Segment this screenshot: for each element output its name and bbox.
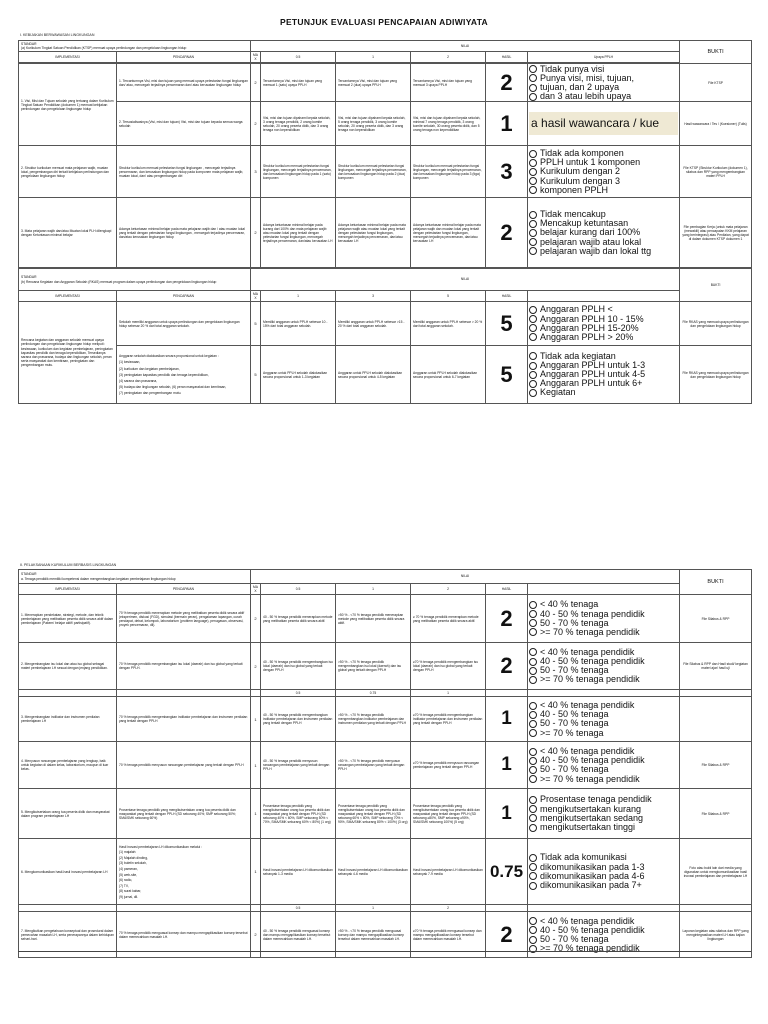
- radio-circle-icon: [529, 814, 537, 822]
- radio-circle-icon: [529, 211, 537, 219]
- radio-circle-icon: [529, 247, 537, 255]
- option-list: [528, 742, 680, 789]
- radio-option[interactable]: dan 3 atau lebih upaya: [529, 92, 678, 101]
- section-heading-2: II. PELAKSANAAN KURIKULUM BERBASIS LINGKUNGAN: [20, 563, 117, 567]
- radio-option[interactable]: Punya visi, misi, tujuan,: [529, 74, 678, 83]
- page-divider: [18, 951, 751, 952]
- radio-circle-icon: [529, 729, 537, 737]
- radio-circle-icon: [529, 220, 537, 228]
- radio-option[interactable]: mengikutsertakan tinggi: [529, 823, 678, 832]
- score-value: 2: [486, 64, 528, 102]
- dropdown-selected[interactable]: a hasil wawancara / kue: [529, 112, 678, 135]
- radio-option[interactable]: dikomunikasikan pada 1-3: [529, 863, 678, 872]
- table-row: 7. Mengikutkan pengetahuan konseptual dan prosedural dalam pemecahan masalah LH, serta penerapannya dalam kehidupan sehari-hari. 70 % tenaga pendidik menguasai konsep dan mampu mengaplikasikan konsep tersebut dalam memecahkan masalah LH. 2 40 - 50 % tenaga pendidik menguasai konsep dan mampu mengaplikasikan konsep tersebut dalam memecahkan masalah LH. >50 % - <70 % tenaga pendidik menguasai konsep dan mampu mengaplikasikan konsep tersebut dalam memecahkan masalah LH. ≥70 % tenaga pendidik menguasai konsep dan mampu mengaplikasikan konsep tersebut dalam memecahkan masalah LH. 2 < 40 % tenaga pendidik 40 - 50 % tenaga pendidik 50 - 70 % tenaga >= 70 % tenaga pendidik Laporan kegiatan atau silabus dan RPP yang mengintegrasikan materi LH atau kajian lingkungan: [19, 912, 752, 958]
- radio-circle-icon: [529, 389, 537, 397]
- score-value: 1: [486, 789, 528, 839]
- radio-option[interactable]: 50 - 70 % tenaga: [529, 666, 678, 675]
- table-row: 3. Mengembangkan indikator dan instrumen penilaian pembelajaran LH 70 % tenaga pendidik mengembangkan indikator pembelajaran dan instrumen penilaian yang terkait dengan PPLH 1 40 - 50 % tenaga pendidik mengembangkan indikator pembelajaran dan instrumen penilaian yang terkait dengan PPLH >50 % - <70 % tenaga pendidik mengembangkan indikator pembelajaran dan instrumen penilaian yang terkait dengan PPLH ≥70 % tenaga pendidik mengembangkan indikator pembelajaran dan instrumen penilaian yang terkait dengan PPLH 1 < 40 % tenaga pendidik 40 - 50 % tenaga 50 - 70 % tenaga >= 70 % tenaga: [19, 697, 752, 742]
- radio-option[interactable]: Anggaran PPLH 15-20%: [529, 324, 678, 333]
- radio-circle-icon: [529, 333, 537, 341]
- table-row: 3. Mata pelajaran wajib dan/atau Muatan lokal PLH dilengkapi dengan Ketuntasan minimal belajar Adanya ketuntasan minimal belajar pada mata pelajaran wajib dan / atau muatan lokal yang terkait dengan pelestarian fungsi lingkungan , mencegah terjadinya pencemaran, dan/atau kerusakan lingkungan hidup 2 Adanya ketuntasan minimal belajar pada kurang dari 100% dan mata pelajaran wajib atau muatan lokal yang terkait dengan pelestarian fungsi lingkungan, mencegah terjadinya pencemaran, dan/atau kerusakan LH Adanya ketuntasan minimal belajar pada mata pelajaran wajib atau muatan lokal yang terkait dengan pelestarian fungsi lingkungan, mencegah terjadinya pencemaran, dan/atau kerusakan LH Adanya ketuntasan minimal belajar pada mata pelajaran wajib dan muatan lokal yang terkait dengan pelestarian fungsi lingkungan, mencegah terjadinya pencemaran, dan/atau kerusakan LH 2 Tidak mencakup Mencakup ketuntasan belajar kurang dari 100% pelajaran wajib atau lokal pelajaran wajib dan lokal ttg File pembagian Kerja (untuk mata pelajaran (mewakili) atau pencapaian KKM pelajaran yang berintegrasi) atau Penilaian, yang dapat di dalam dokumen KTSP dokumen 1: [19, 198, 752, 268]
- option-list: [528, 697, 680, 742]
- option-list: [528, 64, 680, 102]
- radio-circle-icon: [529, 74, 537, 82]
- radio-circle-icon: [529, 917, 537, 925]
- table-row: 5. Mengikutsertakan orang tua peserta didik dan masyarakat dalam program pembelajaran LH Prosentase tenaga pendidik yang mengikutsertakan orang tua peserta didik dan masyarakat yang terkait dengan PPLH (SD sekurang 40%; SMP sekurang 50%; SMA/SMK sekurang 60%) 1 Prosentase tenaga pendidik yang mengikutsertakan orang tua peserta didik dan masyarakat yang terkait dengan PPLH (SD sekurang 40% < 60%, SMP sekurang 50% < 70%, SMA/SMK sekurang 60% < 80%) (1 org) Prosentase tenaga pendidik yang mengikutsertakan orang tua peserta didik dan masyarakat yang terkait dengan PPLH (SD sekurang 60% < 80%, SMP sekurang 70% < 90%, SMA/SMK sekurang 80% < 100%) (3 org) Prosentase tenaga pendidik yang mengikutsertakan orang tua peserta didik dan masyarakat yang terkait dengan PPLH (SD sekurang ≥80%, SMP sekurang ≥90%, SMA/SMK sekurang 100%) (5 org) 1 Prosentase tenaga pendidik mengikutsertakan kurang mengikutsertakan sedang mengikutsertakan tinggi File Silabus & RPP: [19, 789, 752, 839]
- table-row: 2. Mengembangkan isu lokal dan atau isu global sebagai materi pembelajaran LH sesuai dengan jenjang pendidikan. 70 % tenaga pendidik mengembangkan isu lokal (daerah) dan isu global yang terkait dengan PPLH. 2 40 - 50 % tenaga pendidik mengembangkan isu lokal (daerah) dan isu global yang terkait dengan PPLH >50 % - <70 % tenaga pendidik mengembangkan isu lokal (daerah) dan isu global yang terkait dengan PPLH ≥70 % tenaga pendidik mengembangkan isu lokal (daerah) dan isu global yang terkait dengan PPLH 2 < 40 % tenaga pendidik 40 - 50 % tenaga pendidik 50 - 70 % tenaga >= 70 % tenaga pendidik File Silabus & RPP dan Hasil studi/ kegiatan materi ajar/ hasil uji: [19, 643, 752, 690]
- radio-option[interactable]: 40 - 50 % tenaga: [529, 710, 678, 719]
- nilai-header: NILAI: [251, 269, 680, 291]
- option-list: [528, 302, 680, 346]
- radio-option[interactable]: 40 - 50 % tenaga pendidik: [529, 657, 678, 666]
- option-list: [528, 595, 680, 643]
- radio-circle-icon: [529, 371, 537, 379]
- score-value: 2: [486, 912, 528, 958]
- radio-circle-icon: [529, 306, 537, 314]
- radio-circle-icon: [529, 186, 537, 194]
- score-value: 2: [486, 643, 528, 690]
- radio-option[interactable]: dikomunikasikan pada 4-6: [529, 872, 678, 881]
- radio-option[interactable]: Tidak ada komponen: [529, 149, 678, 158]
- table-row: 2. Struktur kurikulum memuat mata pelajaran wajib, muatan lokal, pengembangan diri terkait kebijakan perlindungan dan pengelolaan lingkungan hidup Struktur kurikulum memuat pelestarian fungsi lingkungan , mencegah terjadinya pencemaran, dan kerusakan lingkungan hidup pada komponen mata pelajaran wajib, muatan lokal, dan/ atau pengembangan diri 3 Struktur kurikulum memuat pelestarian fungsi lingkungan, mencegah terjadinya pencemaran, dan kerusakan lingkungan hidup pada 1 (satu) komponen Struktur kurikulum memuat pelestarian fungsi lingkungan, mencegah terjadinya pencemaran, dan kerusakan lingkungan hidup pada 2 (dua) komponen Struktur kurikulum memuat pelestarian fungsi lingkungan, mencegah terjadinya pencemaran, dan kerusakan lingkungan hidup pada 3 (tiga) komponen 3 Tidak ada komponen PPLH untuk 1 komponen Kurikulum dengan 2 Kurikulum dengan 3 komponen PPLH File KTSP (Struktur Kurikulum (dokumen 1), silabus dan RPP yang mengembangkan materi PPLH: [19, 146, 752, 198]
- table-section1b: STANDAR (b) Rencana Kegiatan dan Anggaran Sekolah (RKAS) memuat program dalam upaya perlindungan dan pengelolaan lingkungan hidup NILAI BUKTI IMPLEMENTASI PENCAPAIAN MAX 1 3 5 HASIL Rencana kegiatan dan anggaran sekolah memuat upaya perlindungan dan pengelolaan lingkungan hidup meliputi : kesiswaan, kurikulum dan kegiatan pembelajaran, peningkatan kapasitas pendidik dan tenaga kependidikan, Tersedianya sarana dan prasarana, budaya dan lingkungan sekolah, peran serta masyarakat dan kemitraan, peningkatan dan pengembangan mutu. Sekolah memiliki anggaran untuk upaya perlindungan dan pengelolaan lingkungan hidup sebesar 20 % dari total anggaran sekolah. 5 Memiliki anggaran untuk PPLH sebesar 10 - 15% dari total anggaran sekolah. Memiliki anggaran untuk PPLH sebesar >15 - 20 % dari total anggaran sekolah. Memiliki anggaran untuk PPLH sebesar > 20 % dari total anggaran sekolah. 5 Anggaran PPLH < Anggaran PPLH 10 - 15% Anggaran PPLH 15-20% Anggaran PPLH > 20% File RKAS yang memuat upaya perlindungan dan pengelolaan lingkungan hidup Anggaran sekolah dialokasikan secara proporsional untuk kegiatan : (1) kesiswaan, (2) kurikulum dan kegiatan pembelajaran, (3) peningkatan kapasitas pendidik dan tenaga kependidikan, (4) sarana dan prasarana, (5) budaya dan lingkungan sekolah, (6) peran masyarakat dan kemitraan, (7) peningkatan dan pengembangan mutu. 5 Anggaran untuk PPLH sekolah dialokasikan secara proporsional untuk 1-3 kegiatan Anggaran untuk PPLH sekolah dialokasikan secara proporsional untuk 4-5 kegiatan Anggaran untuk PPLH sekolah dialokasikan secara proporsional untuk 6-7 kegiatan 5 Tidak ada kegiatan Anggaran PPLH untuk 1-3 Anggaran PPLH untuk 4-5 Anggaran PPLH untuk 6+ Kegiatan File RKAS yang memuat upaya perlindungan dan pengelolaan lingkungan hidup: [18, 268, 752, 404]
- radio-option[interactable]: mengikutsertakan kurang: [529, 805, 678, 814]
- radio-option[interactable]: Tidak ada komunikasi: [529, 853, 678, 862]
- radio-option[interactable]: Tidak ada kegiatan: [529, 352, 678, 361]
- radio-circle-icon: [529, 702, 537, 710]
- radio-option[interactable]: 50 - 70 % tenaga: [529, 765, 678, 774]
- score-value: 2: [486, 595, 528, 643]
- radio-circle-icon: [529, 84, 537, 92]
- radio-circle-icon: [529, 65, 537, 73]
- radio-circle-icon: [529, 362, 537, 370]
- radio-option[interactable]: < 40 % tenaga pendidik: [529, 648, 678, 657]
- table-row: 6. Mengkomunikasikan hasil-hasil inovasi pembelajaran LH Hasil inovasi pembelajaran LH dikomunikasikan melalui : (1) majalah (2) Majalah dinding, (3) buletin sekolah, (4) pameran, (5) web-site, (6) radio, (7) TV, (8) surat kabar, (9) jurnal, dll. 1 Hasil inovasi pembelajaran LH dikomunikasikan sebanyak 1-3 media Hasil inovasi pembelajaran LH dikomunikasikan sebanyak 4-6 media Hasil inovasi pembelajaran LH dikomunikasikan sebanyak 7-9 media 0.75 Tidak ada komunikasi dikomunikasikan pada 1-3 dikomunikasikan pada 4-6 dikomunikasikan pada 7+ Foto atau bukti lain dari media yang digunakan untuk mengkomunikasikan hasil inovasi pembelajaran dan pembelajaran LH: [19, 839, 752, 905]
- bukti-header: BUKTI: [680, 41, 752, 64]
- radio-option[interactable]: Prosentase tenaga pendidik: [529, 795, 678, 804]
- radio-circle-icon: [529, 796, 537, 804]
- radio-circle-icon: [529, 168, 537, 176]
- table-row: 2. Tersosialisasinya (Visi, misi dan tujuan) Visi, misi dan tujuan kepada semua warga sekolah 2 Visi, misi dan tujuan dipahami kepala sekolah, 3 orang tenaga pendidik, 2 orang komite sekolah, 20 orang peserta didik, dan 3 orang tenaga non kependidikan Visi, misi dan tujuan dipahami kepala sekolah, 5 orang tenaga pendidik, 3 orang komite sekolah, 20 orang peserta didik, dan 3 orang tenaga non kependidikan Visi, misi dan tujuan dipahami kepala sekolah, minimal 7 orang tenaga pendidik, 3 orang komite sekolah, 30 orang peserta didik, dan 5 orang tenaga non kependidikan 1 a hasil wawancara / kue Hasil wawancara / Tes / (Kuesioner) (Tulis): [19, 102, 752, 146]
- radio-option[interactable]: belajar kurang dari 100%: [529, 228, 678, 237]
- standar-cell: STANDAR (b) Rencana Kegiatan dan Anggaran Sekolah (RKAS) memuat program dalam upaya perlindungan dan pengelolaan lingkungan hidup: [19, 269, 251, 291]
- option-list: [528, 346, 680, 404]
- score-value: 1: [486, 697, 528, 742]
- radio-option[interactable]: Mencakup ketuntasan: [529, 219, 678, 228]
- radio-circle-icon: [529, 872, 537, 880]
- radio-circle-icon: [529, 315, 537, 323]
- bukti-header: BUKTI: [680, 269, 752, 302]
- radio-option[interactable]: 40 - 50 % tenaga pendidik: [529, 610, 678, 619]
- standar-cell: STANDAR a. Tenaga pendidik memiliki kompetensi dalam mengembangkan kegiatan pembelajaran lingkungan hidup: [19, 570, 251, 584]
- radio-circle-icon: [529, 676, 537, 684]
- radio-circle-icon: [529, 93, 537, 101]
- radio-circle-icon: [529, 766, 537, 774]
- table-section2: STANDAR a. Tenaga pendidik memiliki kompetensi dalam mengembangkan kegiatan pembelajaran lingkungan hidup NILAI BUKTI IMPLEMENTASI PENCAPAIAN MAX 0.5 1 2 HASIL 1. Menerapkan pendekatan, strategi, metode, dan teknik pembelajaran yang melibatkan peserta didik secara aktif dalam pembelajaran (Pakem/ belajar aktif/ partisipatif). 70 % tenaga pendidik menerapkan metode yang melibatkan peserta didik secara aktif (eksperimen, diskusi (FGD), simulasi (bermain peran), pengalaman lapangan, curah pendapat, debat, kelompok, laboratorium (problem language), penugasan, observasi, proyek pencemaran, dll). 2 40 - 50 % tenaga pendidik menerapkan metode yang melibatkan peserta didik secara aktif. >50 % - <70 % tenaga pendidik menerapkan metode yang melibatkan peserta didik secara aktif. ≥ 70 % tenaga pendidik menerapkan metode yang melibatkan peserta didik secara aktif. 2 < 40 % tenaga 40 - 50 % tenaga pendidik 50 - 70 % tenaga >= 70 % tenaga pendidik File Silabus & RPP 2. Mengembangkan isu lokal dan atau isu global sebagai materi pembelajaran LH sesuai dengan jenjang pendidikan. 70 % tenaga pendidik mengembangkan isu lokal (daerah) dan isu global yang terkait dengan PPLH. 2 40 - 50 % tenaga pendidik mengembangkan isu lokal (daerah) dan isu global yang terkait dengan PPLH >50 % - <70 % tenaga pendidik mengembangkan isu lokal (daerah) dan isu global yang terkait dengan PPLH ≥70 % tenaga pendidik mengembangkan isu lokal (daerah) dan isu global yang terkait dengan PPLH 2 < 40 % tenaga pendidik 40 - 50 % tenaga pendidik 50 - 70 % tenaga >= 70 % tenaga pendidik File Silabus & RPP dan Hasil studi/ kegiatan materi ajar/ hasil uji 0.5 0.75 1 3. Mengembangkan indikator dan instrumen penilaian pembelajaran LH 70 % tenaga pendidik mengembangkan indikator pembelajaran dan instrumen penilaian yang terkait dengan PPLH 1 40 - 50 % tenaga pendidik mengembangkan indikator pembelajaran dan instrumen penilaian yang terkait dengan PPLH >50 % - <70 % tenaga pendidik mengembangkan indikator pembelajaran dan instrumen penilaian yang terkait dengan PPLH ≥70 % tenaga pendidik mengembangkan indikator pembelajaran dan instrumen penilaian yang terkait dengan PPLH 1 < 40 % tenaga pendidik 40 - 50 % tenaga 50 - 70 % tenaga >= 70 % tenaga 4. Menyusun rancangan pembelajaran yang lengkap, baik untuk kegiatan di dalam kelas, laboratorium, maupun di luar kelas. 70 % tenaga pendidik menyusun rancangan pembelajaran yang terkait dengan PPLH 1 40 - 50 % tenaga pendidik menyusun rancangan pembelajaran yang terkait dengan PPLH >50 % - <70 % tenaga pendidik menyusun rancangan pembelajaran yang terkait dengan PPLH ≥70 % tenaga pendidik menyusun rancangan pembelajaran yang terkait dengan PPLH 1 < 40 % tenaga pendidik 40 - 50 % tenaga pendidik 50 - 70 % tenaga >= 70 % tenaga pendidik File Silabus & RPP 5. Mengikutsertakan orang tua peserta didik dan masyarakat dalam program pembelajaran LH Prosentase tenaga pendidik yang mengikutsertakan orang tua peserta didik dan masyarakat yang terkait dengan PPLH (SD sekurang 40%; SMP sekurang 50%; SMA/SMK sekurang 60%) 1 Prosentase tenaga pendidik yang mengikutsertakan orang tua peserta didik dan masyarakat yang terkait dengan PPLH (SD sekurang 40% < 60%, SMP sekurang 50% < 70%, SMA/SMK sekurang 60% < 80%) (1 org) Prosentase tenaga pendidik yang mengikutsertakan orang tua peserta didik dan masyarakat yang terkait dengan PPLH (SD sekurang 60% < 80%, SMP sekurang 70% < 90%, SMA/SMK sekurang 80% < 100%) (3 org) Prosentase tenaga pendidik yang mengikutsertakan orang tua peserta didik dan masyarakat yang terkait dengan PPLH (SD sekurang ≥80%, SMP sekurang ≥90%, SMA/SMK sekurang 100%) (5 org) 1 Prosentase tenaga pendidik mengikutsertakan kurang mengikutsertakan sedang mengikutsertakan tinggi File Silabus & RPP 6. Mengkomunikasikan hasil-hasil inovasi pembelajaran LH Hasil inovasi pembelajaran LH dikomunikasikan melalui : (1) majalah (2) Majalah dinding, (3) buletin sekolah, (4) pameran, (5) web-site, (6) radio, (7) TV, (8) surat kabar, (9) jurnal, dll. 1 Hasil inovasi pembelajaran LH dikomunikasikan sebanyak 1-3 media Hasil inovasi pembelajaran LH dikomunikasikan sebanyak 4-6 media Hasil inovasi pembelajaran LH dikomunikasikan sebanyak 7-9 media 0.75 Tidak ada komunikasi dikomunikasikan pada 1-3 dikomunikasikan pada 4-6 dikomunikasikan pada 7+ Foto atau bukti lain dari media yang digunakan untuk mengkomunikasikan hasil inovasi pembelajaran dan pembelajaran LH 0.5 1 2 7. Mengikutkan pengetahuan konseptual dan prosedural dalam pemecahan masalah LH, serta penerapannya dalam kehidupan sehari-hari. 70 % tenaga pendidik menguasai konsep dan mampu mengaplikasikan konsep tersebut dalam memecahkan masalah LH. 2 40 - 50 % tenaga pendidik menguasai konsep dan mampu mengaplikasikan konsep tersebut dalam memecahkan masalah LH. >50 % - <70 % tenaga pendidik menguasai konsep dan mampu mengaplikasikan konsep tersebut dalam memecahkan masalah LH. ≥70 % tenaga pendidik menguasai konsep dan mampu mengaplikasikan konsep tersebut dalam memecahkan masalah LH. 2 < 40 % tenaga pendidik 40 - 50 % tenaga pendidik 50 - 70 % tenaga >= 70 % tenaga pendidik Laporan kegiatan atau silabus dan RPP yang mengintegrasikan materi LH atau kajian lingkungan: [18, 569, 752, 958]
- radio-option[interactable]: < 40 % tenaga pendidik: [529, 747, 678, 756]
- radio-option[interactable]: PPLH untuk 1 komponen: [529, 158, 678, 167]
- radio-option[interactable]: pelajaran wajib dan lokal ttg: [529, 247, 678, 256]
- table-row: 1. Visi, Misi dan Tujuan sekolah yang tertuang dalam Kurikulum Tingkat Satuan Pendidikan (dokumen 1) memuat kebijakan perlindungan dan pengelolaan lingkungan hidup 1. Tercantumnya Visi, misi dan tujuan yang memuat upaya pelestarian fungsi lingkungan dan/ atau, mencegah terjadinya pencemaran dan/ atau kerusakan lingkungan hidup 2 Tercantumnya Visi, misi dan tujuan yang memuat 1 (satu) upaya PPLH Tercantumnya Visi, misi dan tujuan yang memuat 2 (dua) upaya PPLH Tercantumnya Visi, misi dan tujuan yang memuat 3 upaya PPLH 2 Tidak punya visi Punya visi, misi, tujuan, tujuan, dan 2 upaya dan 3 atau lebih upaya File KTSP: [19, 64, 752, 102]
- radio-circle-icon: [529, 177, 537, 185]
- radio-circle-icon: [529, 159, 537, 167]
- radio-option[interactable]: >= 70 % tenaga pendidik: [529, 944, 678, 953]
- table-row: 4. Menyusun rancangan pembelajaran yang lengkap, baik untuk kegiatan di dalam kelas, laboratorium, maupun di luar kelas. 70 % tenaga pendidik menyusun rancangan pembelajaran yang terkait dengan PPLH 1 40 - 50 % tenaga pendidik menyusun rancangan pembelajaran yang terkait dengan PPLH >50 % - <70 % tenaga pendidik menyusun rancangan pembelajaran yang terkait dengan PPLH ≥70 % tenaga pendidik menyusun rancangan pembelajaran yang terkait dengan PPLH 1 < 40 % tenaga pendidik 40 - 50 % tenaga pendidik 50 - 70 % tenaga >= 70 % tenaga pendidik File Silabus & RPP: [19, 742, 752, 789]
- radio-circle-icon: [529, 748, 537, 756]
- radio-option[interactable]: >= 70 % tenaga pendidik: [529, 628, 678, 637]
- radio-option[interactable]: Kurikulum dengan 2: [529, 167, 678, 176]
- radio-option[interactable]: tujuan, dan 2 upaya: [529, 83, 678, 92]
- radio-circle-icon: [529, 352, 537, 360]
- radio-option[interactable]: Kegiatan: [529, 388, 678, 397]
- score-value: 2: [486, 198, 528, 268]
- radio-option[interactable]: dikomunikasikan pada 7+: [529, 881, 678, 890]
- radio-circle-icon: [529, 805, 537, 813]
- radio-option[interactable]: Anggaran PPLH untuk 6+: [529, 379, 678, 388]
- radio-circle-icon: [529, 667, 537, 675]
- radio-option[interactable]: < 40 % tenaga pendidik: [529, 917, 678, 926]
- radio-circle-icon: [529, 229, 537, 237]
- table-row: 1. Menerapkan pendekatan, strategi, metode, dan teknik pembelajaran yang melibatkan peserta didik secara aktif dalam pembelajaran (Pakem/ belajar aktif/ partisipatif). 70 % tenaga pendidik menerapkan metode yang melibatkan peserta didik secara aktif (eksperimen, diskusi (FGD), simulasi (bermain peran), pengalaman lapangan, curah pendapat, debat, kelompok, laboratorium (problem language), penugasan, observasi, proyek pencemaran, dll). 2 40 - 50 % tenaga pendidik menerapkan metode yang melibatkan peserta didik secara aktif. >50 % - <70 % tenaga pendidik menerapkan metode yang melibatkan peserta didik secara aktif. ≥ 70 % tenaga pendidik menerapkan metode yang melibatkan peserta didik secara aktif. 2 < 40 % tenaga 40 - 50 % tenaga pendidik 50 - 70 % tenaga >= 70 % tenaga pendidik File Silabus & RPP: [19, 595, 752, 643]
- radio-circle-icon: [529, 757, 537, 765]
- option-list: [528, 198, 680, 268]
- radio-option[interactable]: pelajaran wajib atau lokal: [529, 238, 678, 247]
- table-section1a: STANDAR (a) Kurikulum Tingkat Satuan Pendidikan (KTSP) memuat upaya perlindungan dan pengelolaan lingkungan hidup NILAI BUKTI IMPLEMENTASI PENCAPAIAN MAX 0.5 1 2 HASIL Upaya PPLH 1. Visi, Misi dan Tujuan sekolah yang tertuang dalam Kurikulum Tingkat Satuan Pendidikan (dokumen 1) memuat kebijakan perlindungan dan pengelolaan lingkungan hidup 1. Tercantumnya Visi, misi dan tujuan yang memuat upaya pelestarian fungsi lingkungan dan/ atau, mencegah terjadinya pencemaran dan/ atau kerusakan lingkungan hidup 2 Tercantumnya Visi, misi dan tujuan yang memuat 1 (satu) upaya PPLH Tercantumnya Visi, misi dan tujuan yang memuat 2 (dua) upaya PPLH Tercantumnya Visi, misi dan tujuan yang memuat 3 upaya PPLH 2 Tidak punya visi Punya visi, misi, tujuan, tujuan, dan 2 upaya dan 3 atau lebih upaya File KTSP 2. Tersosialisasinya (Visi, misi dan tujuan) Visi, misi dan tujuan kepada semua warga sekolah 2 Visi, misi dan tujuan dipahami kepala sekolah, 3 orang tenaga pendidik, 2 orang komite sekolah, 20 orang peserta didik, dan 3 orang tenaga non kependidikan Visi, misi dan tujuan dipahami kepala sekolah, 5 orang tenaga pendidik, 3 orang komite sekolah, 20 orang peserta didik, dan 3 orang tenaga non kependidikan Visi, misi dan tujuan dipahami kepala sekolah, minimal 7 orang tenaga pendidik, 3 orang komite sekolah, 30 orang peserta didik, dan 5 orang tenaga non kependidikan 1 a hasil wawancara / kue Hasil wawancara / Tes / (Kuesioner) (Tulis) 2. Struktur kurikulum memuat mata pelajaran wajib, muatan lokal, pengembangan diri terkait kebijakan perlindungan dan pengelolaan lingkungan hidup Struktur kurikulum memuat pelestarian fungsi lingkungan , mencegah terjadinya pencemaran, dan kerusakan lingkungan hidup pada komponen mata pelajaran wajib, muatan lokal, dan/ atau pengembangan diri 3 Struktur kurikulum memuat pelestarian fungsi lingkungan, mencegah terjadinya pencemaran, dan kerusakan lingkungan hidup pada 1 (satu) komponen Struktur kurikulum memuat pelestarian fungsi lingkungan, mencegah terjadinya pencemaran, dan kerusakan lingkungan hidup pada 2 (dua) komponen Struktur kurikulum memuat pelestarian fungsi lingkungan, mencegah terjadinya pencemaran, dan kerusakan lingkungan hidup pada 3 (tiga) komponen 3 Tidak ada komponen PPLH untuk 1 komponen Kurikulum dengan 2 Kurikulum dengan 3 komponen PPLH File KTSP (Struktur Kurikulum (dokumen 1), silabus dan RPP yang mengembangkan materi PPLH 3. Mata pelajaran wajib dan/atau Muatan lokal PLH dilengkapi dengan Ketuntasan minimal belajar Adanya ketuntasan minimal belajar pada mata pelajaran wajib dan / atau muatan lokal yang terkait dengan pelestarian fungsi lingkungan , mencegah terjadinya pencemaran, dan/atau kerusakan lingkungan hidup 2 Adanya ketuntasan minimal belajar pada kurang dari 100% dan mata pelajaran wajib atau muatan lokal yang terkait dengan pelestarian fungsi lingkungan, mencegah terjadinya pencemaran, dan/atau kerusakan LH Adanya ketuntasan minimal belajar pada mata pelajaran wajib atau muatan lokal yang terkait dengan pelestarian fungsi lingkungan, mencegah terjadinya pencemaran, dan/atau kerusakan LH Adanya ketuntasan minimal belajar pada mata pelajaran wajib dan muatan lokal yang terkait dengan pelestarian fungsi lingkungan, mencegah terjadinya pencemaran, dan/atau kerusakan LH 2 Tidak mencakup Mencakup ketuntasan belajar kurang dari 100% pelajaran wajib atau lokal pelajaran wajib dan lokal ttg File pembagian Kerja (untuk mata pelajaran (mewakili) atau pencapaian KKM pelajaran yang berintegrasi) atau Penilaian, yang dapat di dalam dokumen KTSP dokumen 1: [18, 40, 752, 268]
- nilai-header: NILAI: [251, 570, 680, 584]
- nilai-header: NILAI: [251, 41, 680, 52]
- score-value: 3: [486, 146, 528, 198]
- radio-option[interactable]: >= 70 % tenaga pendidik: [529, 775, 678, 784]
- radio-circle-icon: [529, 658, 537, 666]
- radio-option[interactable]: < 40 % tenaga pendidik: [529, 701, 678, 710]
- section-heading-1: I. KEBIJAKAN BERWAWASAN LINGKUNGAN: [20, 33, 95, 37]
- radio-circle-icon: [529, 936, 537, 944]
- score-value: 5: [486, 346, 528, 404]
- radio-circle-icon: [529, 824, 537, 832]
- option-list: [528, 643, 680, 690]
- radio-option[interactable]: Kurikulum dengan 3: [529, 177, 678, 186]
- radio-circle-icon: [529, 324, 537, 332]
- upaya-pplh-header: Upaya PPLH: [528, 52, 680, 63]
- radio-circle-icon: [529, 150, 537, 158]
- radio-circle-icon: [529, 628, 537, 636]
- radio-option[interactable]: >= 70 % tenaga pendidik: [529, 675, 678, 684]
- radio-circle-icon: [529, 926, 537, 934]
- radio-option[interactable]: Anggaran PPLH untuk 1-3: [529, 361, 678, 370]
- radio-option[interactable]: >= 70 % tenaga: [529, 729, 678, 738]
- radio-circle-icon: [529, 854, 537, 862]
- score-value: 1: [486, 102, 528, 146]
- option-list: [528, 146, 680, 198]
- radio-circle-icon: [529, 882, 537, 890]
- bukti-header: BUKTI: [680, 570, 752, 595]
- radio-option[interactable]: < 40 % tenaga: [529, 600, 678, 609]
- radio-option[interactable]: Anggaran PPLH 10 - 15%: [529, 315, 678, 324]
- score-value: 0.75: [486, 839, 528, 905]
- radio-option[interactable]: 40 - 50 % tenaga pendidik: [529, 756, 678, 765]
- option-list: [528, 839, 680, 905]
- radio-circle-icon: [529, 648, 537, 656]
- radio-option[interactable]: Tidak mencakup: [529, 210, 678, 219]
- radio-circle-icon: [529, 238, 537, 246]
- radio-option[interactable]: Tidak punya visi: [529, 65, 678, 74]
- radio-option[interactable]: Anggaran PPLH <: [529, 305, 678, 314]
- radio-option[interactable]: 50 - 70 % tenaga: [529, 619, 678, 628]
- table-row: Anggaran sekolah dialokasikan secara proporsional untuk kegiatan : (1) kesiswaan, (2) kurikulum dan kegiatan pembelajaran, (3) peningkatan kapasitas pendidik dan tenaga kependidikan, (4) sarana dan prasarana, (5) budaya dan lingkungan sekolah, (6) peran masyarakat dan kemitraan, (7) peningkatan dan pengembangan mutu. 5 Anggaran untuk PPLH sekolah dialokasikan secara proporsional untuk 1-3 kegiatan Anggaran untuk PPLH sekolah dialokasikan secara proporsional untuk 4-5 kegiatan Anggaran untuk PPLH sekolah dialokasikan secara proporsional untuk 6-7 kegiatan 5 Tidak ada kegiatan Anggaran PPLH untuk 1-3 Anggaran PPLH untuk 4-5 Anggaran PPLH untuk 6+ Kegiatan File RKAS yang memuat upaya perlindungan dan pengelolaan lingkungan hidup: [19, 346, 752, 404]
- radio-option[interactable]: Anggaran PPLH untuk 4-5: [529, 370, 678, 379]
- radio-circle-icon: [529, 619, 537, 627]
- option-list: [528, 789, 680, 839]
- radio-option[interactable]: komponen PPLH: [529, 186, 678, 195]
- radio-option[interactable]: Anggaran PPLH > 20%: [529, 333, 678, 342]
- radio-option[interactable]: 40 - 50 % tenaga pendidik: [529, 926, 678, 935]
- table-row: Rencana kegiatan dan anggaran sekolah memuat upaya perlindungan dan pengelolaan lingkungan hidup meliputi : kesiswaan, kurikulum dan kegiatan pembelajaran, peningkatan kapasitas pendidik dan tenaga kependidikan, Tersedianya sarana dan prasarana, budaya dan lingkungan sekolah, peran serta masyarakat dan kemitraan, peningkatan dan pengembangan mutu. Sekolah memiliki anggaran untuk upaya perlindungan dan pengelolaan lingkungan hidup sebesar 20 % dari total anggaran sekolah. 5 Memiliki anggaran untuk PPLH sebesar 10 - 15% dari total anggaran sekolah. Memiliki anggaran untuk PPLH sebesar >15 - 20 % dari total anggaran sekolah. Memiliki anggaran untuk PPLH sebesar > 20 % dari total anggaran sekolah. 5 Anggaran PPLH < Anggaran PPLH 10 - 15% Anggaran PPLH 15-20% Anggaran PPLH > 20% File RKAS yang memuat upaya perlindungan dan pengelolaan lingkungan hidup: [19, 302, 752, 346]
- radio-circle-icon: [529, 380, 537, 388]
- radio-circle-icon: [529, 610, 537, 618]
- score-value: 1: [486, 742, 528, 789]
- radio-circle-icon: [529, 720, 537, 728]
- radio-circle-icon: [529, 863, 537, 871]
- radio-option[interactable]: 50 - 70 % tenaga: [529, 935, 678, 944]
- score-value: 5: [486, 302, 528, 346]
- radio-circle-icon: [529, 775, 537, 783]
- standar-cell: STANDAR (a) Kurikulum Tingkat Satuan Pendidikan (KTSP) memuat upaya perlindungan dan pengelolaan lingkungan hidup: [19, 41, 251, 52]
- page-title: PETUNJUK EVALUASI PENCAPAIAN ADIWIYATA: [279, 17, 489, 27]
- radio-option[interactable]: mengikutsertakan sedang: [529, 814, 678, 823]
- radio-option[interactable]: 50 - 70 % tenaga: [529, 719, 678, 728]
- radio-circle-icon: [529, 711, 537, 719]
- radio-circle-icon: [529, 601, 537, 609]
